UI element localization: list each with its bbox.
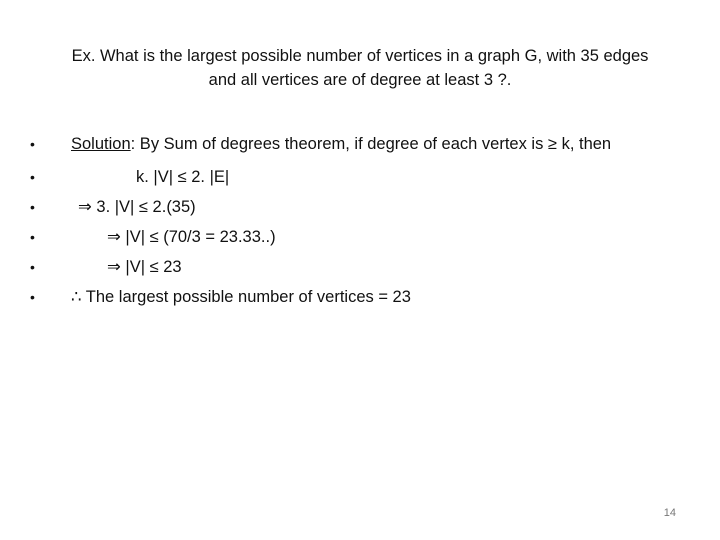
bullet-icon: • <box>30 136 35 152</box>
conclusion-line: ∴ The largest possible number of vertices = 23 <box>71 288 411 306</box>
bullet-item-conclusion <box>30 282 700 312</box>
title-line-2: and all vertices are of degree at least 3 ?. <box>208 71 512 89</box>
equation-line: ⇒ |V| ≤ 23 <box>107 258 182 276</box>
solution-text <box>71 129 611 159</box>
bullet-icon: • <box>30 289 35 305</box>
bullet-item-substitution <box>30 192 700 222</box>
equation-line: ⇒ 3. |V| ≤ 2.(35) <box>78 198 196 216</box>
bullet-icon: • <box>30 199 35 215</box>
bullet-icon: • <box>30 259 35 275</box>
equation-line: k. |V| ≤ 2. |E| <box>136 168 230 186</box>
bullet-icon: • <box>30 229 35 245</box>
bullet-item-solution <box>30 129 700 162</box>
bullet-list <box>30 129 700 312</box>
solution-statement: : By Sum of degrees theorem, if degree of each vertex is ≥ k, then <box>130 135 612 153</box>
bullet-icon: • <box>30 169 35 185</box>
page-number: 14 <box>663 507 676 519</box>
bullet-item-bound <box>30 252 700 282</box>
title-line-1: Ex. What is the largest possible number of vertices in a graph G, with 35 edges <box>71 47 649 65</box>
bullet-item-inequality <box>30 162 700 192</box>
slide-title <box>20 44 700 92</box>
solution-label: Solution <box>71 135 131 153</box>
bullet-item-division <box>30 222 700 252</box>
equation-line: ⇒ |V| ≤ (70/3 = 23.33..) <box>107 228 276 246</box>
